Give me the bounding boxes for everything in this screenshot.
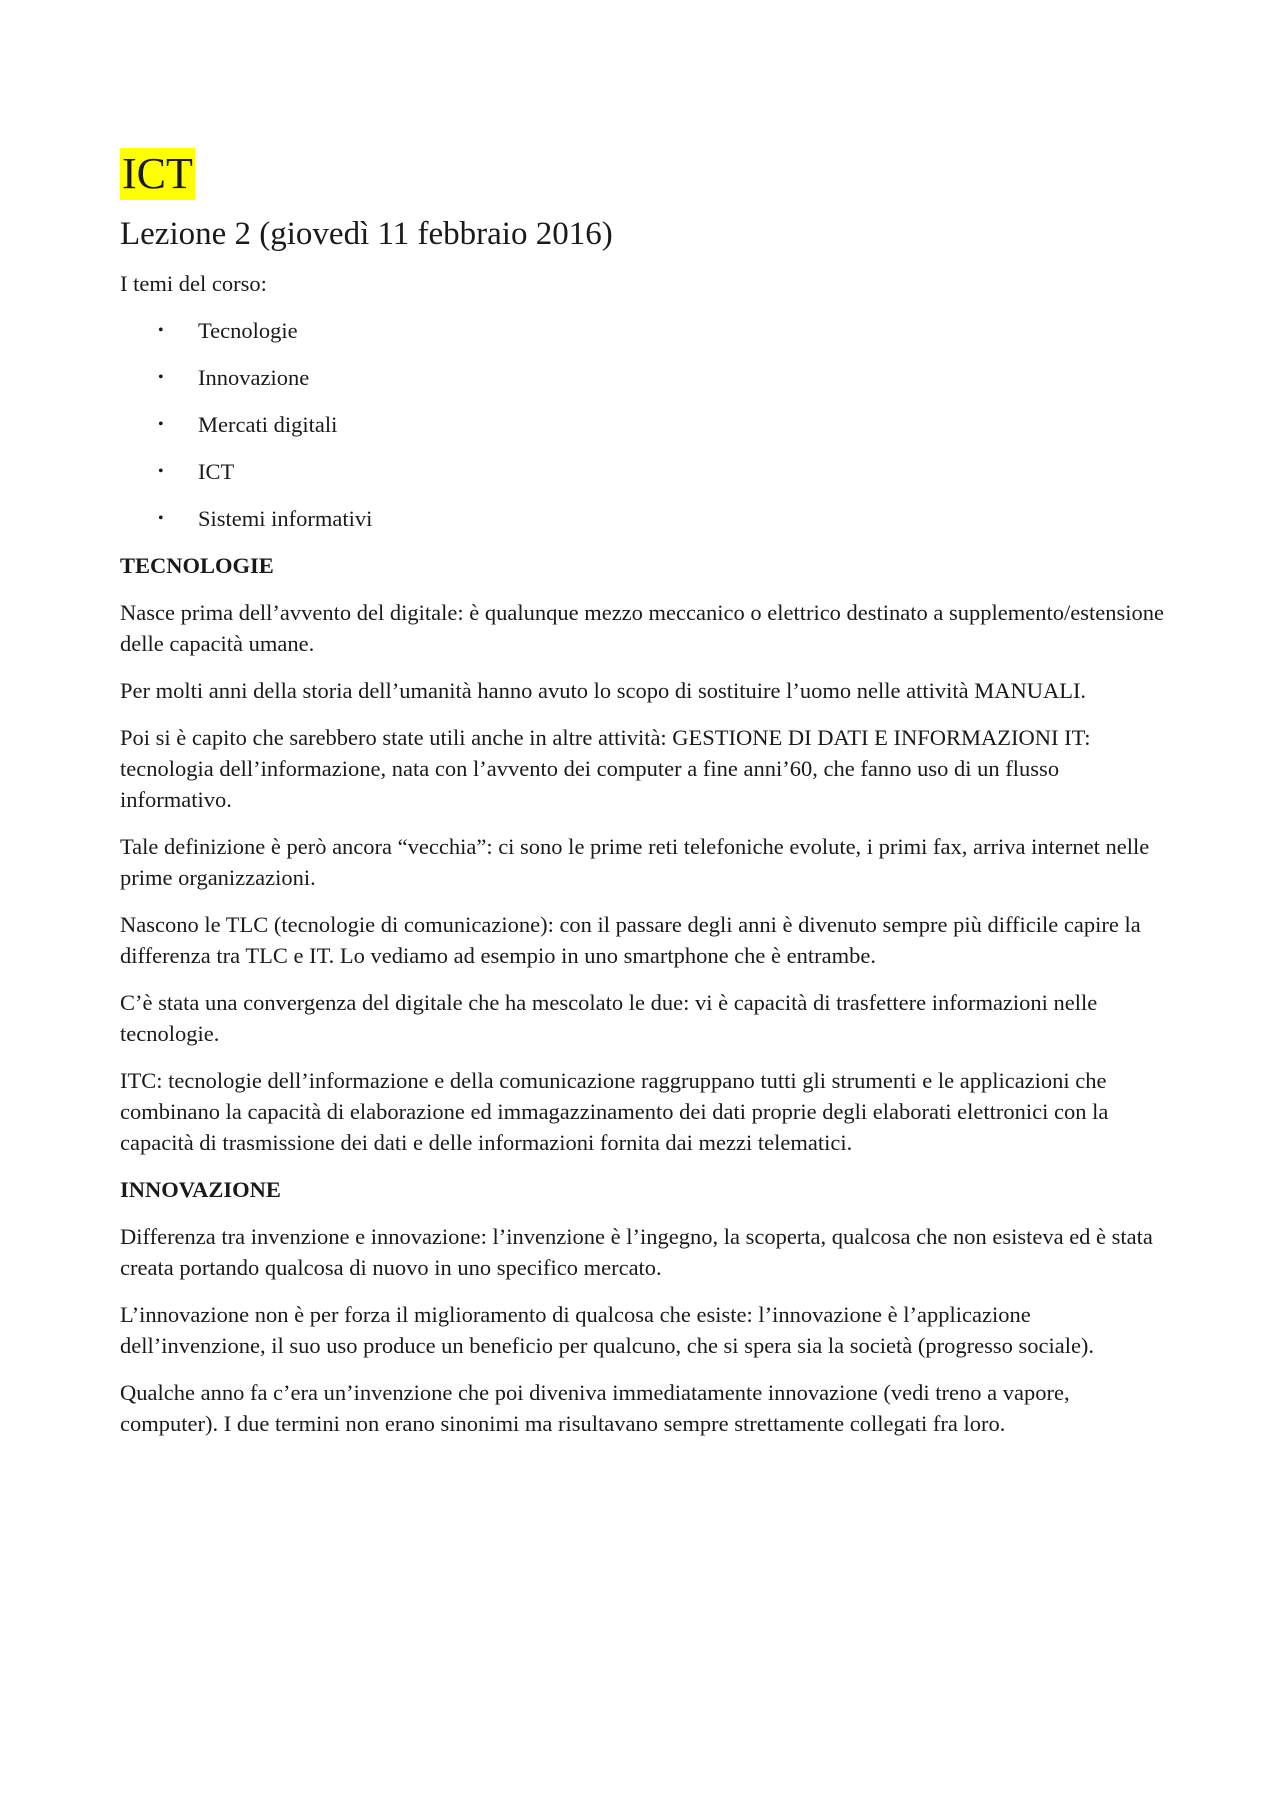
bullet-icon: •	[158, 463, 164, 480]
topic-label: Tecnologie	[198, 318, 298, 343]
section-heading: TECNOLOGIE	[120, 553, 274, 578]
paragraph: Tale definizione è però ancora “vecchia”: ci sono le prime reti telefoniche evolute, i primi fax, arriva internet nelle prime organizzazioni.	[120, 834, 1150, 890]
list-item	[120, 456, 1170, 487]
paragraph: L’innovazione non è per forza il miglioramento di qualcosa che esiste: l’innovazione è l’applicazione dell’invenzione, il suo uso produce un beneficio per qualcuno, che si spera sia la società (progresso sociale).	[120, 1302, 1095, 1358]
list-item	[120, 409, 1170, 440]
bullet-icon: •	[158, 510, 164, 527]
paragraph: Qualche anno fa c’era un’invenzione che poi diveniva immediatamente innovazione (vedi treno a vapore, computer). I due termini non erano sinonimi ma risultavano sempre strettamente collegati fra loro.	[120, 1380, 1070, 1436]
paragraph: Differenza tra invenzione e innovazione: l’invenzione è l’ingegno, la scoperta, qualcosa che non esisteva ed è stata creata portando qualcosa di nuovo in uno specifico mercato.	[120, 1224, 1153, 1280]
document-title: ICT	[122, 149, 193, 198]
section-innovazione	[120, 1174, 1170, 1439]
bullet-icon: •	[158, 322, 164, 339]
paragraph: Nascono le TLC (tecnologie di comunicazione): con il passare degli anni è divenuto sempre più difficile capire la differenza tra TLC e IT. Lo vediamo ad esempio in uno smartphone che è entrambe.	[120, 912, 1141, 968]
section-heading: INNOVAZIONE	[120, 1177, 281, 1202]
topic-label: Innovazione	[198, 365, 310, 390]
topics-list	[120, 315, 1170, 534]
paragraph: Poi si è capito che sarebbero state utili anche in altre attività: GESTIONE DI DATI E INFORMAZIONI IT: tecnologia dell’informazione, nata con l’avvento dei computer a fine anni’60, che fanno uso di un flusso informativo.	[120, 725, 1091, 812]
title-row	[120, 148, 1170, 214]
section-tecnologie	[120, 550, 1170, 1158]
paragraph: Per molti anni della storia dell’umanità hanno avuto lo scopo di sostituire l’uomo nelle attività MANUALI.	[120, 678, 1087, 703]
paragraph: Nasce prima dell’avvento del digitale: è qualunque mezzo meccanico o elettrico destinato a supplemento/estensione delle capacità umane.	[120, 600, 1164, 656]
topic-label: Sistemi informativi	[198, 506, 373, 531]
paragraph: C’è stata una convergenza del digitale che ha mescolato le due: vi è capacità di trasfettere informazioni nelle tecnologie.	[120, 990, 1098, 1046]
topic-label: ICT	[198, 459, 235, 484]
list-item	[120, 315, 1170, 346]
list-item	[120, 503, 1170, 534]
topic-label: Mercati digitali	[198, 412, 338, 437]
list-item	[120, 362, 1170, 393]
bullet-icon: •	[158, 369, 164, 386]
document-page	[120, 148, 1170, 1455]
lesson-subtitle: Lezione 2 (giovedì 11 febbraio 2016)	[120, 216, 613, 252]
paragraph: ITC: tecnologie dell’informazione e della comunicazione raggruppano tutti gli strumenti e le applicazioni che combinano la capacità di elaborazione ed immagazzinamento dei dati proprie degli elaborati elettronici con la capacità di trasmissione dei dati e delle informazioni fornita dai mezzi telematici.	[120, 1068, 1109, 1155]
intro-text: I temi del corso:	[120, 271, 267, 296]
bullet-icon: •	[158, 416, 164, 433]
